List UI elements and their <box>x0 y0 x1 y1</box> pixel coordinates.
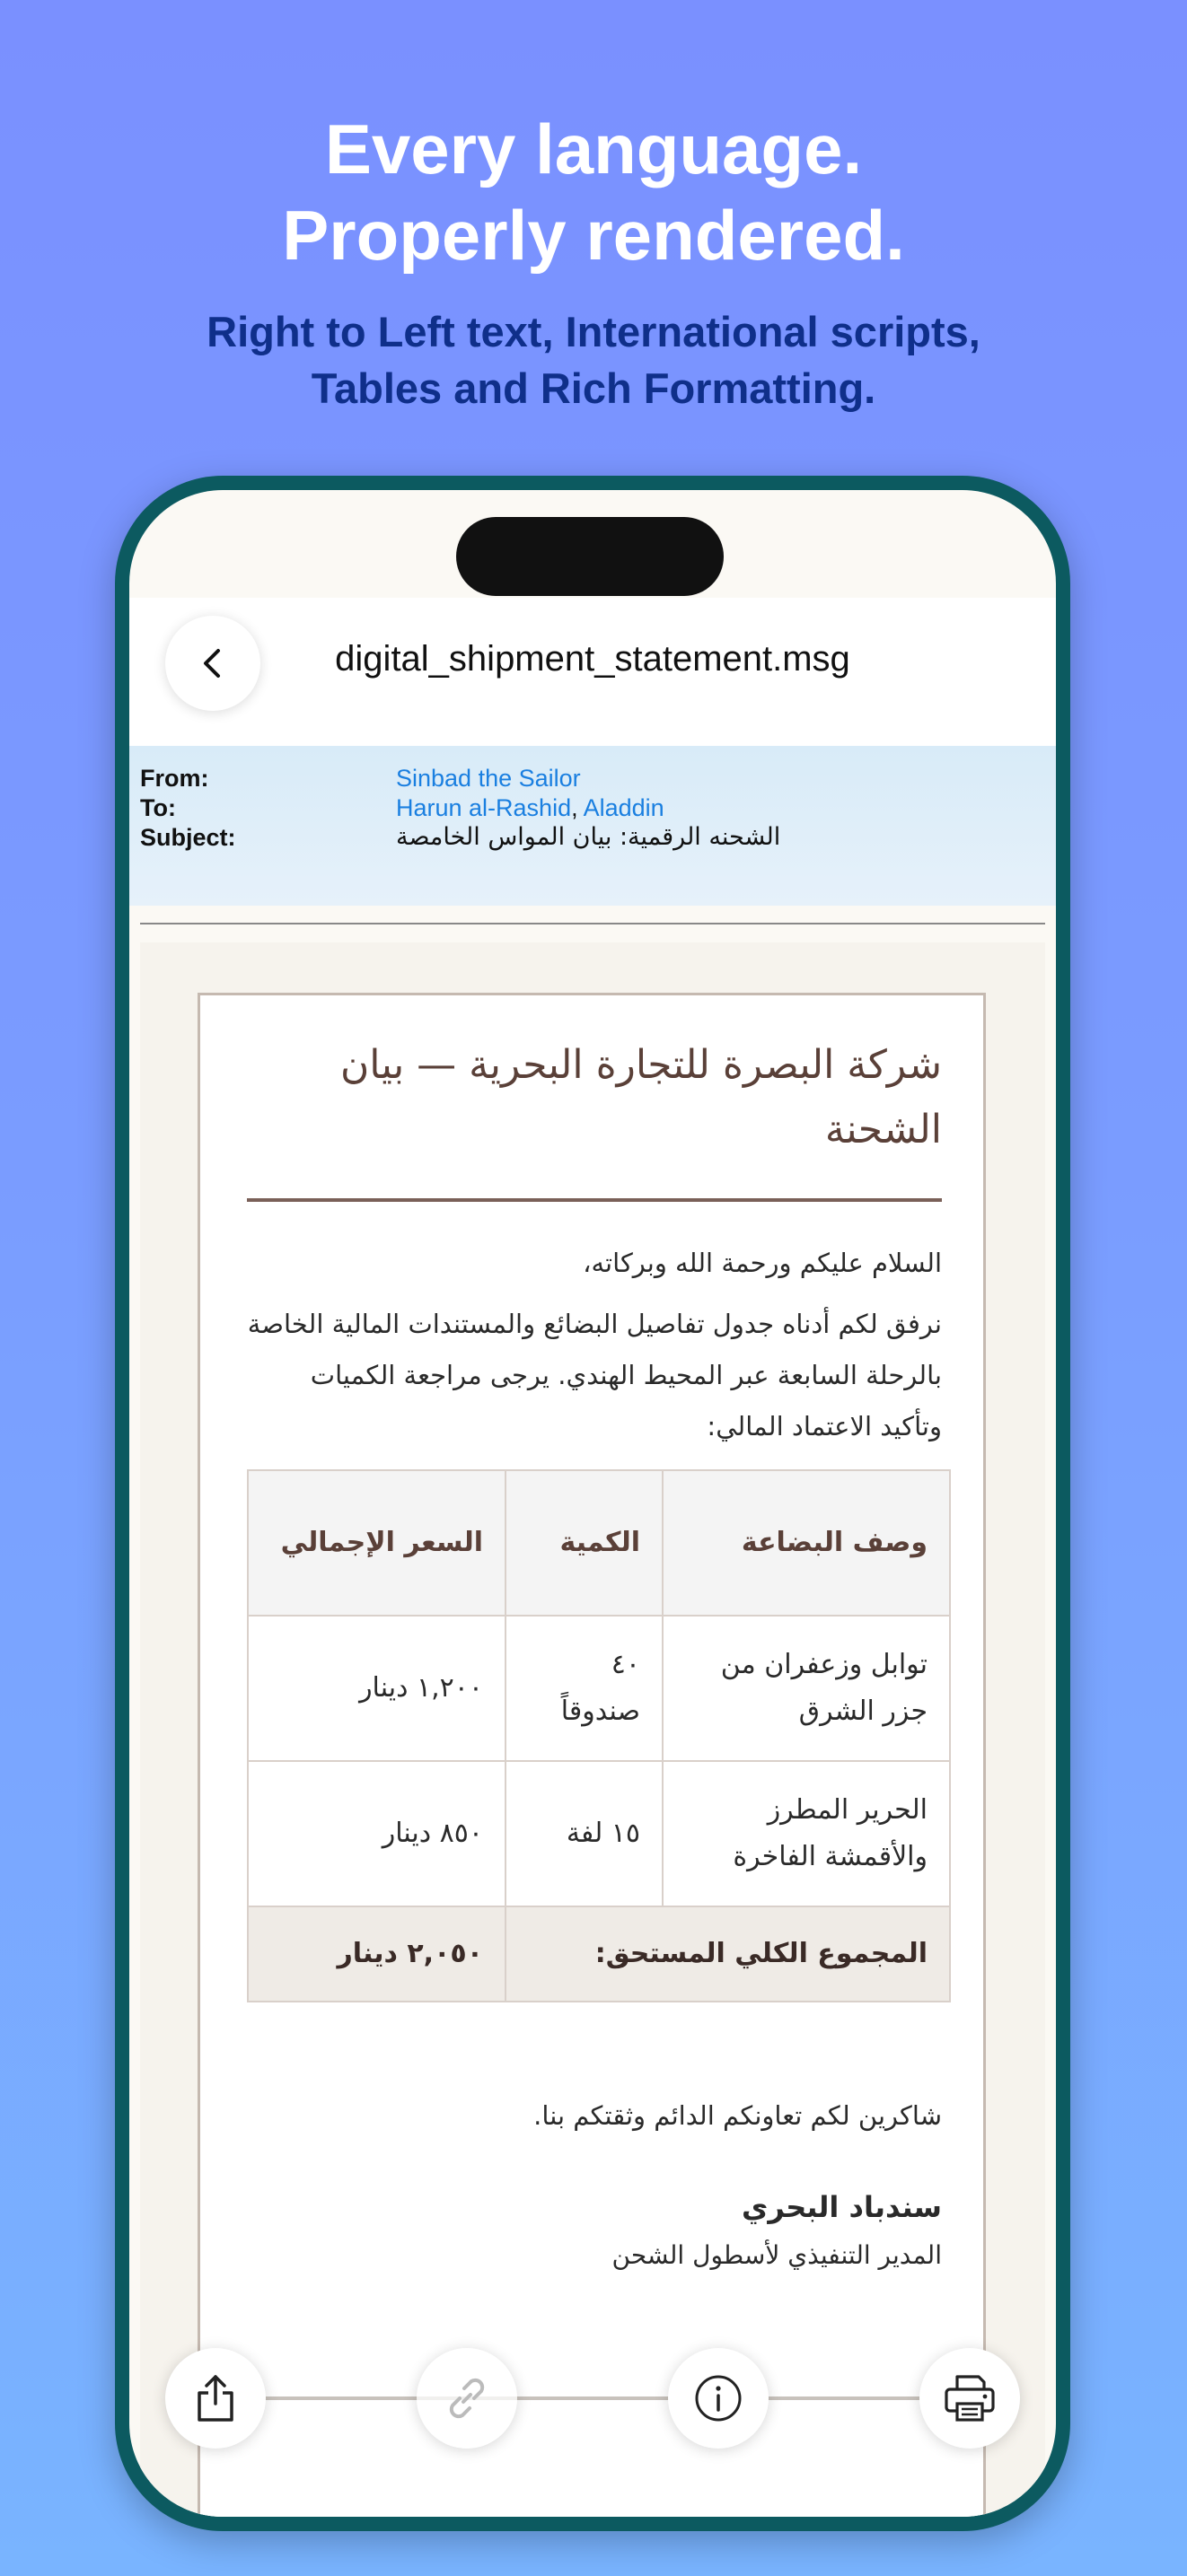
phone-frame <box>115 476 1070 2531</box>
column-header-total-price: السعر الإجمالي <box>248 1470 506 1616</box>
share-button[interactable] <box>165 2348 266 2449</box>
cell-description: الحرير المطرز والأقمشة الفاخرة <box>663 1761 950 1906</box>
cell-price: ٨٥٠ دينار <box>248 1761 506 1906</box>
goods-table <box>247 1469 951 2002</box>
message-headers <box>129 746 1056 906</box>
recipient-link-2[interactable]: Aladdin <box>583 794 664 821</box>
recipient-separator: , <box>571 794 584 821</box>
print-button[interactable] <box>919 2348 1020 2449</box>
to-recipients <box>396 793 664 822</box>
table-row <box>248 1616 950 1761</box>
print-icon <box>943 2373 997 2423</box>
promo-subtitle-line-2: Tables and Rich Formatting. <box>311 364 876 412</box>
promo-title <box>0 106 1187 278</box>
thanks-text: شاكرين لكم تعاونكم الدائم وثقتكم بنا. <box>533 2100 942 2131</box>
total-value: ٢,٠٥٠ دينار <box>248 1906 506 2002</box>
column-header-quantity: الكمية <box>506 1470 663 1616</box>
column-header-description: وصف البضاعة <box>663 1470 950 1616</box>
signature-name: سندباد البحري <box>742 2190 942 2224</box>
dynamic-island <box>456 517 724 596</box>
file-title: digital_shipment_statement.msg <box>335 639 850 679</box>
promo-title-line-1: Every language. <box>324 110 863 188</box>
table-row <box>248 1761 950 1906</box>
info-button[interactable] <box>668 2348 769 2449</box>
from-sender-link[interactable]: Sinbad the Sailor <box>396 765 581 792</box>
signature-role: المدير التنفيذي لأسطول الشحن <box>611 2240 942 2270</box>
table-total-row <box>248 1906 950 2002</box>
header-divider <box>140 923 1045 924</box>
share-icon <box>192 2373 239 2423</box>
intro-paragraph: نرفق لكم أدناه جدول تفاصيل البضائع والمستندات المالية الخاصة بالرحلة السابعة عبر المحيط الهندي. يرجى مراجعة الكميات وتأكيد الاعتماد المالي: <box>247 1309 942 1441</box>
document-title: شركة البصرة للتجارة البحرية — بيان الشحنة <box>339 1042 942 1152</box>
to-label: To: <box>140 794 176 821</box>
toolbar-track <box>219 2396 964 2400</box>
cell-price: ١,٢٠٠ دينار <box>248 1616 506 1761</box>
recipient-link-1[interactable]: Harun al-Rashid <box>396 794 572 821</box>
cell-quantity: ٤٠ صندوقاً <box>506 1616 663 1761</box>
subject-value: الشحنه الرقمية: بيان المواس الخامصة <box>396 823 781 851</box>
cell-quantity: ١٥ لفة <box>506 1761 663 1906</box>
attachment-button[interactable] <box>417 2348 517 2449</box>
promo-subtitle <box>0 303 1187 416</box>
total-label: المجموع الكلي المستحق: <box>506 1906 950 2002</box>
subject-label: Subject: <box>140 824 236 851</box>
cell-description: توابل وزعفران من جزر الشرق <box>663 1616 950 1761</box>
table-header-row <box>248 1470 950 1616</box>
phone-screen <box>129 490 1056 2517</box>
title-rule <box>247 1198 942 1202</box>
from-label: From: <box>140 765 209 792</box>
info-icon <box>693 2373 743 2423</box>
attachment-icon <box>442 2373 492 2423</box>
greeting-text: السلام عليكم ورحمة الله وبركاته، <box>583 1248 942 1278</box>
document-card <box>198 993 986 2517</box>
promo-title-line-2: Properly rendered. <box>282 196 905 275</box>
promo-subtitle-line-1: Right to Left text, International scripts, <box>207 308 980 355</box>
